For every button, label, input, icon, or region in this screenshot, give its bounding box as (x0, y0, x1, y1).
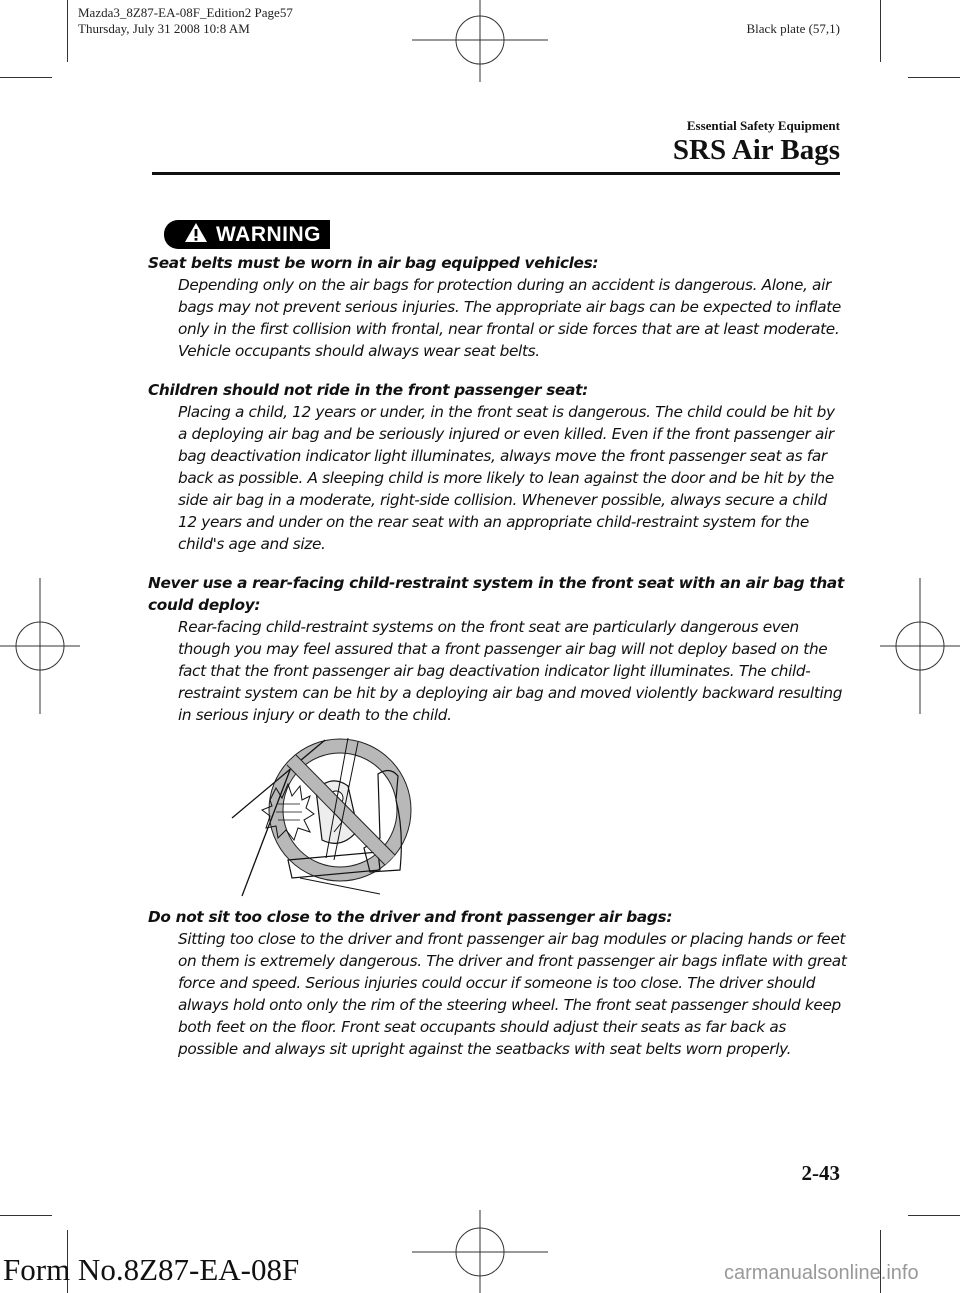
warning-block-seat-belts (148, 252, 848, 362)
header-rule (152, 172, 840, 175)
registration-mark-top (412, 0, 548, 82)
block-heading: Children should not ride in the front passenger seat: (148, 381, 588, 399)
form-number: Form No.8Z87-EA-08F (3, 1252, 300, 1287)
registration-mark-left (0, 578, 80, 714)
illustration (148, 738, 848, 898)
block-heading: Do not sit too close to the driver and front passenger air bags: (148, 908, 673, 926)
page-number: 2-43 (801, 1161, 840, 1185)
print-header (78, 5, 293, 37)
registration-mark-right (880, 578, 960, 714)
block-heading: Seat belts must be worn in air bag equipped vehicles: (148, 254, 599, 272)
rear-facing-child-seat-prohibited-illustration (230, 738, 450, 898)
block-body: Placing a child, 12 years or under, in the front seat is dangerous. The child could be hit by a deploying air bag and be seriously injured or even killed. Even if the front passenger air bag deactivation indicator light illuminates, always move the front passenger seat as far back as possible. A sleeping child is more likely to lean against the door and be hit by the side air bag in a moderate, right-side collision. Whenever possible, always secure a child 12 years and under on the rear seat with an appropriate child-restraint system for the child's age and size. (178, 403, 835, 553)
print-header-file: Mazda3_8Z87-EA-08F_Edition2 Page57 (78, 5, 293, 20)
watermark: carmanualsonline.info (724, 1262, 919, 1284)
warning-label: WARNING (216, 222, 321, 246)
warning-block-children (148, 379, 848, 555)
block-body: Rear-facing child-restraint systems on the front seat are particularly dangerous even though you may feel assured that a front passenger air bag will not deploy based on the fact that the front passenger air bag deactivation indicator light illuminates. The child-restraint system can be hit by a deploying air bag and moved violently backward resulting in serious injury or death to the child. (178, 618, 843, 724)
warning-badge (164, 220, 330, 249)
warning-block-too-close (148, 906, 848, 1060)
section-title: SRS Air Bags (672, 134, 840, 166)
plate-label: Black plate (57,1) (746, 21, 840, 36)
block-body: Sitting too close to the driver and front passenger air bag modules or placing hands or feet on them is extremely dangerous. The driver and front passenger air bags inflate with great force and speed. Serious injuries could occur if someone is too close. The driver should always hold onto only the rim of the steering wheel. The front seat passenger should keep both feet on the floor. Front seat occupants should adjust their seats as far back as possible and always sit upright against the seatbacks with seat belts worn properly. (178, 930, 847, 1058)
warning-block-rear-facing (148, 572, 848, 726)
warning-icon (184, 222, 208, 247)
warning-content (148, 252, 848, 1077)
print-header-date: Thursday, July 31 2008 10:8 AM (78, 21, 250, 36)
block-heading: Never use a rear-facing child-restraint system in the front seat with an air bag that could deploy: (148, 574, 844, 614)
chapter-title: Essential Safety Equipment (686, 118, 840, 133)
registration-mark-bottom (412, 1210, 548, 1293)
block-body: Depending only on the air bags for protection during an accident is dangerous. Alone, air bags may not prevent serious injuries. The appropriate air bags can be expected to inflate only in the first collision with frontal, near frontal or side forces that are at least moderate. Vehicle occupants should always wear seat belts. (178, 276, 841, 360)
